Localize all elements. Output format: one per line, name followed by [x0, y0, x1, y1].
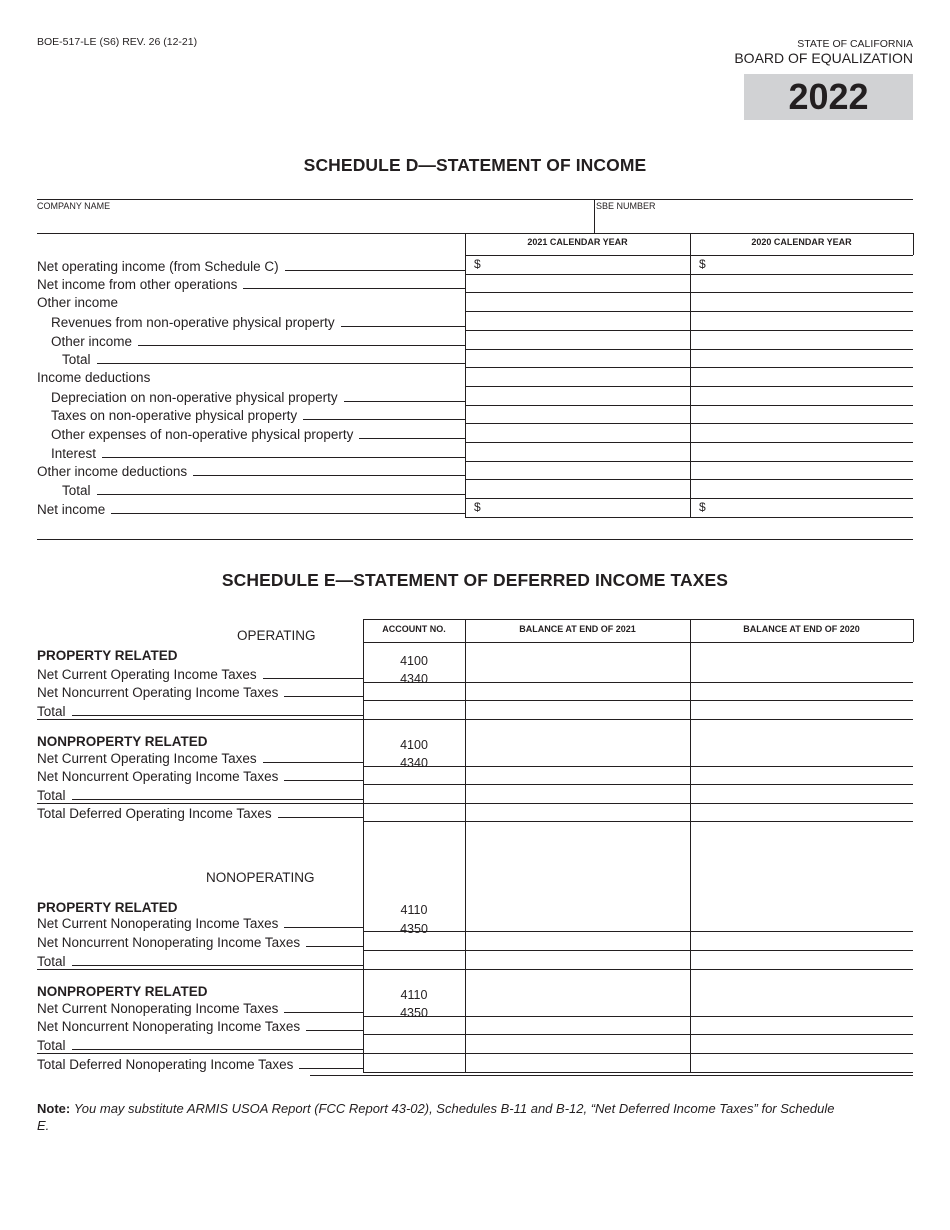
d-value-cell[interactable] [466, 443, 689, 460]
d-value-cell[interactable] [691, 350, 912, 367]
e-value-cell[interactable] [466, 702, 689, 718]
d-col1-header: 2021 CALENDAR YEAR [527, 237, 628, 247]
d-row-rule [465, 517, 913, 518]
e-row-label [37, 952, 363, 969]
state-label: STATE OF CALIFORNIA [797, 38, 913, 50]
d-value-cell[interactable] [466, 256, 689, 273]
e-value-cell[interactable] [691, 702, 912, 718]
d-value-cell[interactable] [691, 480, 912, 497]
d-row-text: Other income deductions [37, 464, 188, 480]
d-row-leader [138, 345, 465, 346]
d-row-label [37, 500, 465, 517]
d-row-text: Total [62, 352, 91, 368]
e-row-leader [72, 799, 363, 800]
note-label: Note: [37, 1101, 71, 1116]
dollar-sign: $ [474, 257, 481, 271]
d-row-label [62, 481, 465, 498]
d-row-text: Taxes on non-operative physical property [51, 408, 298, 424]
company-name-label: COMPANY NAME [37, 201, 111, 211]
account-number: 4100 [400, 738, 428, 752]
account-number: 4340 [400, 756, 428, 770]
year-badge: 2022 [744, 74, 913, 120]
account-number: 4110 [400, 988, 428, 1002]
d-row-label [37, 275, 465, 292]
d-row-label [37, 462, 465, 479]
e-value-cell[interactable] [466, 933, 689, 949]
e-col-2020: BALANCE AT END OF 2020 [743, 624, 860, 634]
d-value-cell[interactable] [466, 331, 689, 348]
d-row-text: Depreciation on non-operative physical property [51, 389, 338, 405]
d-row-text: Revenues from non-operative physical property [51, 314, 335, 330]
e-row-leader [72, 1049, 363, 1050]
e-row-rule [363, 784, 913, 785]
e-row-text: Net Current Nonoperating Income Taxes [37, 916, 279, 931]
e-row-text: Net Noncurrent Operating Income Taxes [37, 769, 279, 784]
account-number: 4350 [400, 922, 428, 936]
d-row-leader [303, 419, 465, 420]
d-value-cell[interactable] [691, 368, 912, 385]
e-row-leader [306, 946, 363, 947]
d-header-right [913, 233, 914, 255]
d-row-leader [111, 513, 465, 514]
e-row-leader [306, 1030, 363, 1031]
e-value-cell[interactable] [691, 999, 912, 1015]
e-value-cell[interactable] [466, 683, 689, 699]
e-value-cell[interactable] [466, 1055, 689, 1071]
e-value-cell[interactable] [466, 665, 689, 681]
operating-label: OPERATING [237, 628, 316, 643]
d-value-cell[interactable] [691, 256, 912, 273]
d-row-leader [97, 363, 465, 364]
e-value-cell[interactable] [691, 1017, 912, 1033]
group-heading: PROPERTY RELATED [37, 900, 178, 915]
e-row-label [37, 702, 363, 719]
e-value-cell[interactable] [466, 786, 689, 802]
e-row-rule [363, 950, 913, 951]
e-row-leader [284, 1012, 363, 1013]
e-value-cell[interactable] [691, 767, 912, 783]
e-row-text: Net Current Nonoperating Income Taxes [37, 1001, 279, 1016]
e-value-cell[interactable] [466, 1036, 689, 1052]
e-row-text: Total Deferred Operating Income Taxes [37, 806, 272, 821]
e-row-rule [37, 719, 913, 720]
d-row-heading: Income deductions [37, 369, 151, 385]
account-number: 4100 [400, 654, 428, 668]
d-row-label [51, 388, 465, 405]
d-value-cell[interactable] [466, 293, 689, 310]
e-row-label [37, 786, 363, 803]
d-row-leader [344, 401, 465, 402]
d-row-leader [97, 494, 465, 495]
e-row-text: Net Noncurrent Operating Income Taxes [37, 685, 279, 700]
d-value-cell[interactable] [466, 480, 689, 497]
d-row-leader [243, 288, 465, 289]
d-row-label [62, 350, 465, 367]
e-col-line [363, 619, 364, 1072]
e-row-text: Net Current Operating Income Taxes [37, 751, 257, 766]
group-heading: NONPROPERTY RELATED [37, 734, 208, 749]
sbe-number-field[interactable] [597, 212, 911, 232]
d-value-cell[interactable] [466, 406, 689, 423]
d-row-text: Other expenses of non-operative physical property [51, 427, 354, 442]
d-value-cell[interactable] [691, 331, 912, 348]
schedule-d-title: SCHEDULE D—STATEMENT OF INCOME [303, 155, 647, 175]
e-row-text: Total [37, 954, 66, 969]
d-value-cell[interactable] [691, 406, 912, 423]
e-row-rule [37, 1053, 913, 1054]
d-value-cell[interactable] [691, 275, 912, 292]
e-row-rule [363, 1072, 913, 1073]
e-row-leader [263, 762, 363, 763]
account-number: 4350 [400, 1006, 428, 1020]
e-row-leader [72, 965, 363, 966]
e-row-text: Total [37, 704, 66, 719]
d-value-cell[interactable] [691, 499, 912, 516]
d-row-label [51, 313, 465, 330]
d-row-leader [341, 326, 465, 327]
e-row-label [37, 665, 363, 682]
e-value-cell[interactable] [466, 804, 689, 820]
e-row-label [37, 767, 363, 784]
dollar-sign: $ [699, 257, 706, 271]
note-text: You may substitute ARMIS USOA Report (FCC Report 43-02), Schedules B-11 and B-12, “Net Deferred Income Taxes” for Schedule E. [37, 1101, 835, 1133]
d-value-cell[interactable] [466, 312, 689, 329]
e-value-cell[interactable] [466, 749, 689, 765]
group-heading: NONPROPERTY RELATED [37, 984, 208, 999]
company-divider [594, 199, 595, 233]
e-row-text: Total [37, 788, 66, 803]
d-value-cell[interactable] [466, 350, 689, 367]
e-row-label [37, 1055, 363, 1072]
e-row-rule [363, 821, 913, 822]
d-row-text: Net income [37, 501, 106, 517]
e-header-bottom [363, 642, 913, 643]
d-value-cell[interactable] [466, 275, 689, 292]
e-row-text: Total Deferred Nonoperating Income Taxes [37, 1057, 294, 1072]
e-value-cell[interactable] [691, 665, 912, 681]
e-header-right [913, 619, 914, 642]
e-row-leader [284, 696, 363, 697]
e-row-leader [263, 678, 363, 679]
dollar-sign: $ [474, 500, 481, 514]
e-row-leader [72, 715, 363, 716]
e-row-label [37, 933, 363, 950]
e-value-cell[interactable] [466, 952, 689, 968]
d-row-label [51, 332, 465, 349]
d-value-cell[interactable] [691, 443, 912, 460]
d-row-leader [102, 457, 465, 458]
section-divider [37, 539, 913, 540]
e-value-cell[interactable] [691, 786, 912, 802]
dollar-sign: $ [699, 500, 706, 514]
company-name-field[interactable] [37, 212, 592, 232]
d-row-heading: Other income [37, 295, 119, 311]
e-col-2021: BALANCE AT END OF 2021 [519, 624, 636, 634]
e-value-cell[interactable] [466, 767, 689, 783]
e-row-leader [284, 780, 363, 781]
d-row-label [51, 406, 465, 423]
e-row-label [37, 914, 363, 931]
e-row-label [37, 999, 363, 1016]
e-row-label [37, 1017, 363, 1034]
company-top-rule [37, 199, 913, 200]
e-value-cell[interactable] [691, 952, 912, 968]
group-heading: PROPERTY RELATED [37, 648, 178, 663]
d-row-leader [285, 270, 465, 271]
d-value-cell[interactable] [466, 424, 689, 441]
e-value-cell[interactable] [691, 914, 912, 930]
schedule-e-title: SCHEDULE E—STATEMENT OF DEFERRED INCOME TAXES [221, 570, 729, 590]
e-row-rule [363, 1034, 913, 1035]
e-row-text: Net Current Operating Income Taxes [37, 667, 257, 682]
d-value-cell[interactable] [691, 387, 912, 404]
footnote [37, 1100, 837, 1134]
e-row-leader [284, 927, 363, 928]
form-id: BOE-517-LE (S6) REV. 26 (12-21) [37, 36, 198, 48]
board-label: BOARD OF EQUALIZATION [734, 50, 913, 66]
e-row-label [37, 804, 363, 821]
e-value-cell[interactable] [466, 1017, 689, 1033]
d-value-cell[interactable] [466, 387, 689, 404]
d-row-text: Net operating income (from Schedule C) [37, 258, 279, 274]
e-row-label [37, 749, 363, 766]
d-value-cell[interactable] [466, 462, 689, 479]
d-row-label [51, 425, 465, 442]
d-value-cell[interactable] [466, 499, 689, 516]
e-value-cell[interactable] [691, 1036, 912, 1052]
d-value-cell[interactable] [691, 462, 912, 479]
d-row-leader [193, 475, 465, 476]
e-row-rule [37, 969, 913, 970]
e-value-cell[interactable] [466, 914, 689, 930]
e-row-text: Net Noncurrent Nonoperating Income Taxes [37, 1019, 301, 1034]
account-number: 4340 [400, 672, 428, 686]
e-value-cell[interactable] [691, 1055, 912, 1071]
sbe-number-label: SBE NUMBER [596, 201, 656, 211]
e-value-cell[interactable] [691, 683, 912, 699]
d-col2-header: 2020 CALENDAR YEAR [751, 237, 852, 247]
d-row-label [37, 257, 465, 274]
e-value-cell[interactable] [691, 804, 912, 820]
d-row-text: Total [62, 483, 91, 499]
e-double-rule [310, 1075, 913, 1076]
e-col-account: ACCOUNT NO. [382, 624, 446, 634]
d-value-cell[interactable] [691, 424, 912, 441]
e-row-leader [299, 1068, 363, 1069]
d-row-label [51, 444, 465, 461]
d-value-cell[interactable] [691, 293, 912, 310]
e-row-label [37, 683, 363, 700]
e-row-text: Net Noncurrent Nonoperating Income Taxes [37, 935, 301, 950]
d-row-text: Other income [51, 333, 133, 349]
e-value-cell[interactable] [691, 933, 912, 949]
e-header-top [363, 619, 913, 620]
e-row-label [37, 1036, 363, 1053]
e-row-rule [363, 700, 913, 701]
e-value-cell[interactable] [691, 749, 912, 765]
d-value-cell[interactable] [466, 368, 689, 385]
nonoperating-label: NONOPERATING [206, 870, 315, 885]
e-row-text: Total [37, 1038, 66, 1053]
e-value-cell[interactable] [466, 999, 689, 1015]
d-value-cell[interactable] [691, 312, 912, 329]
d-header-top [465, 233, 913, 234]
d-row-leader [359, 438, 465, 439]
e-row-leader [278, 817, 363, 818]
account-number: 4110 [400, 903, 428, 917]
d-row-text: Net income from other operations [37, 277, 238, 293]
d-row-text: Interest [51, 445, 97, 461]
